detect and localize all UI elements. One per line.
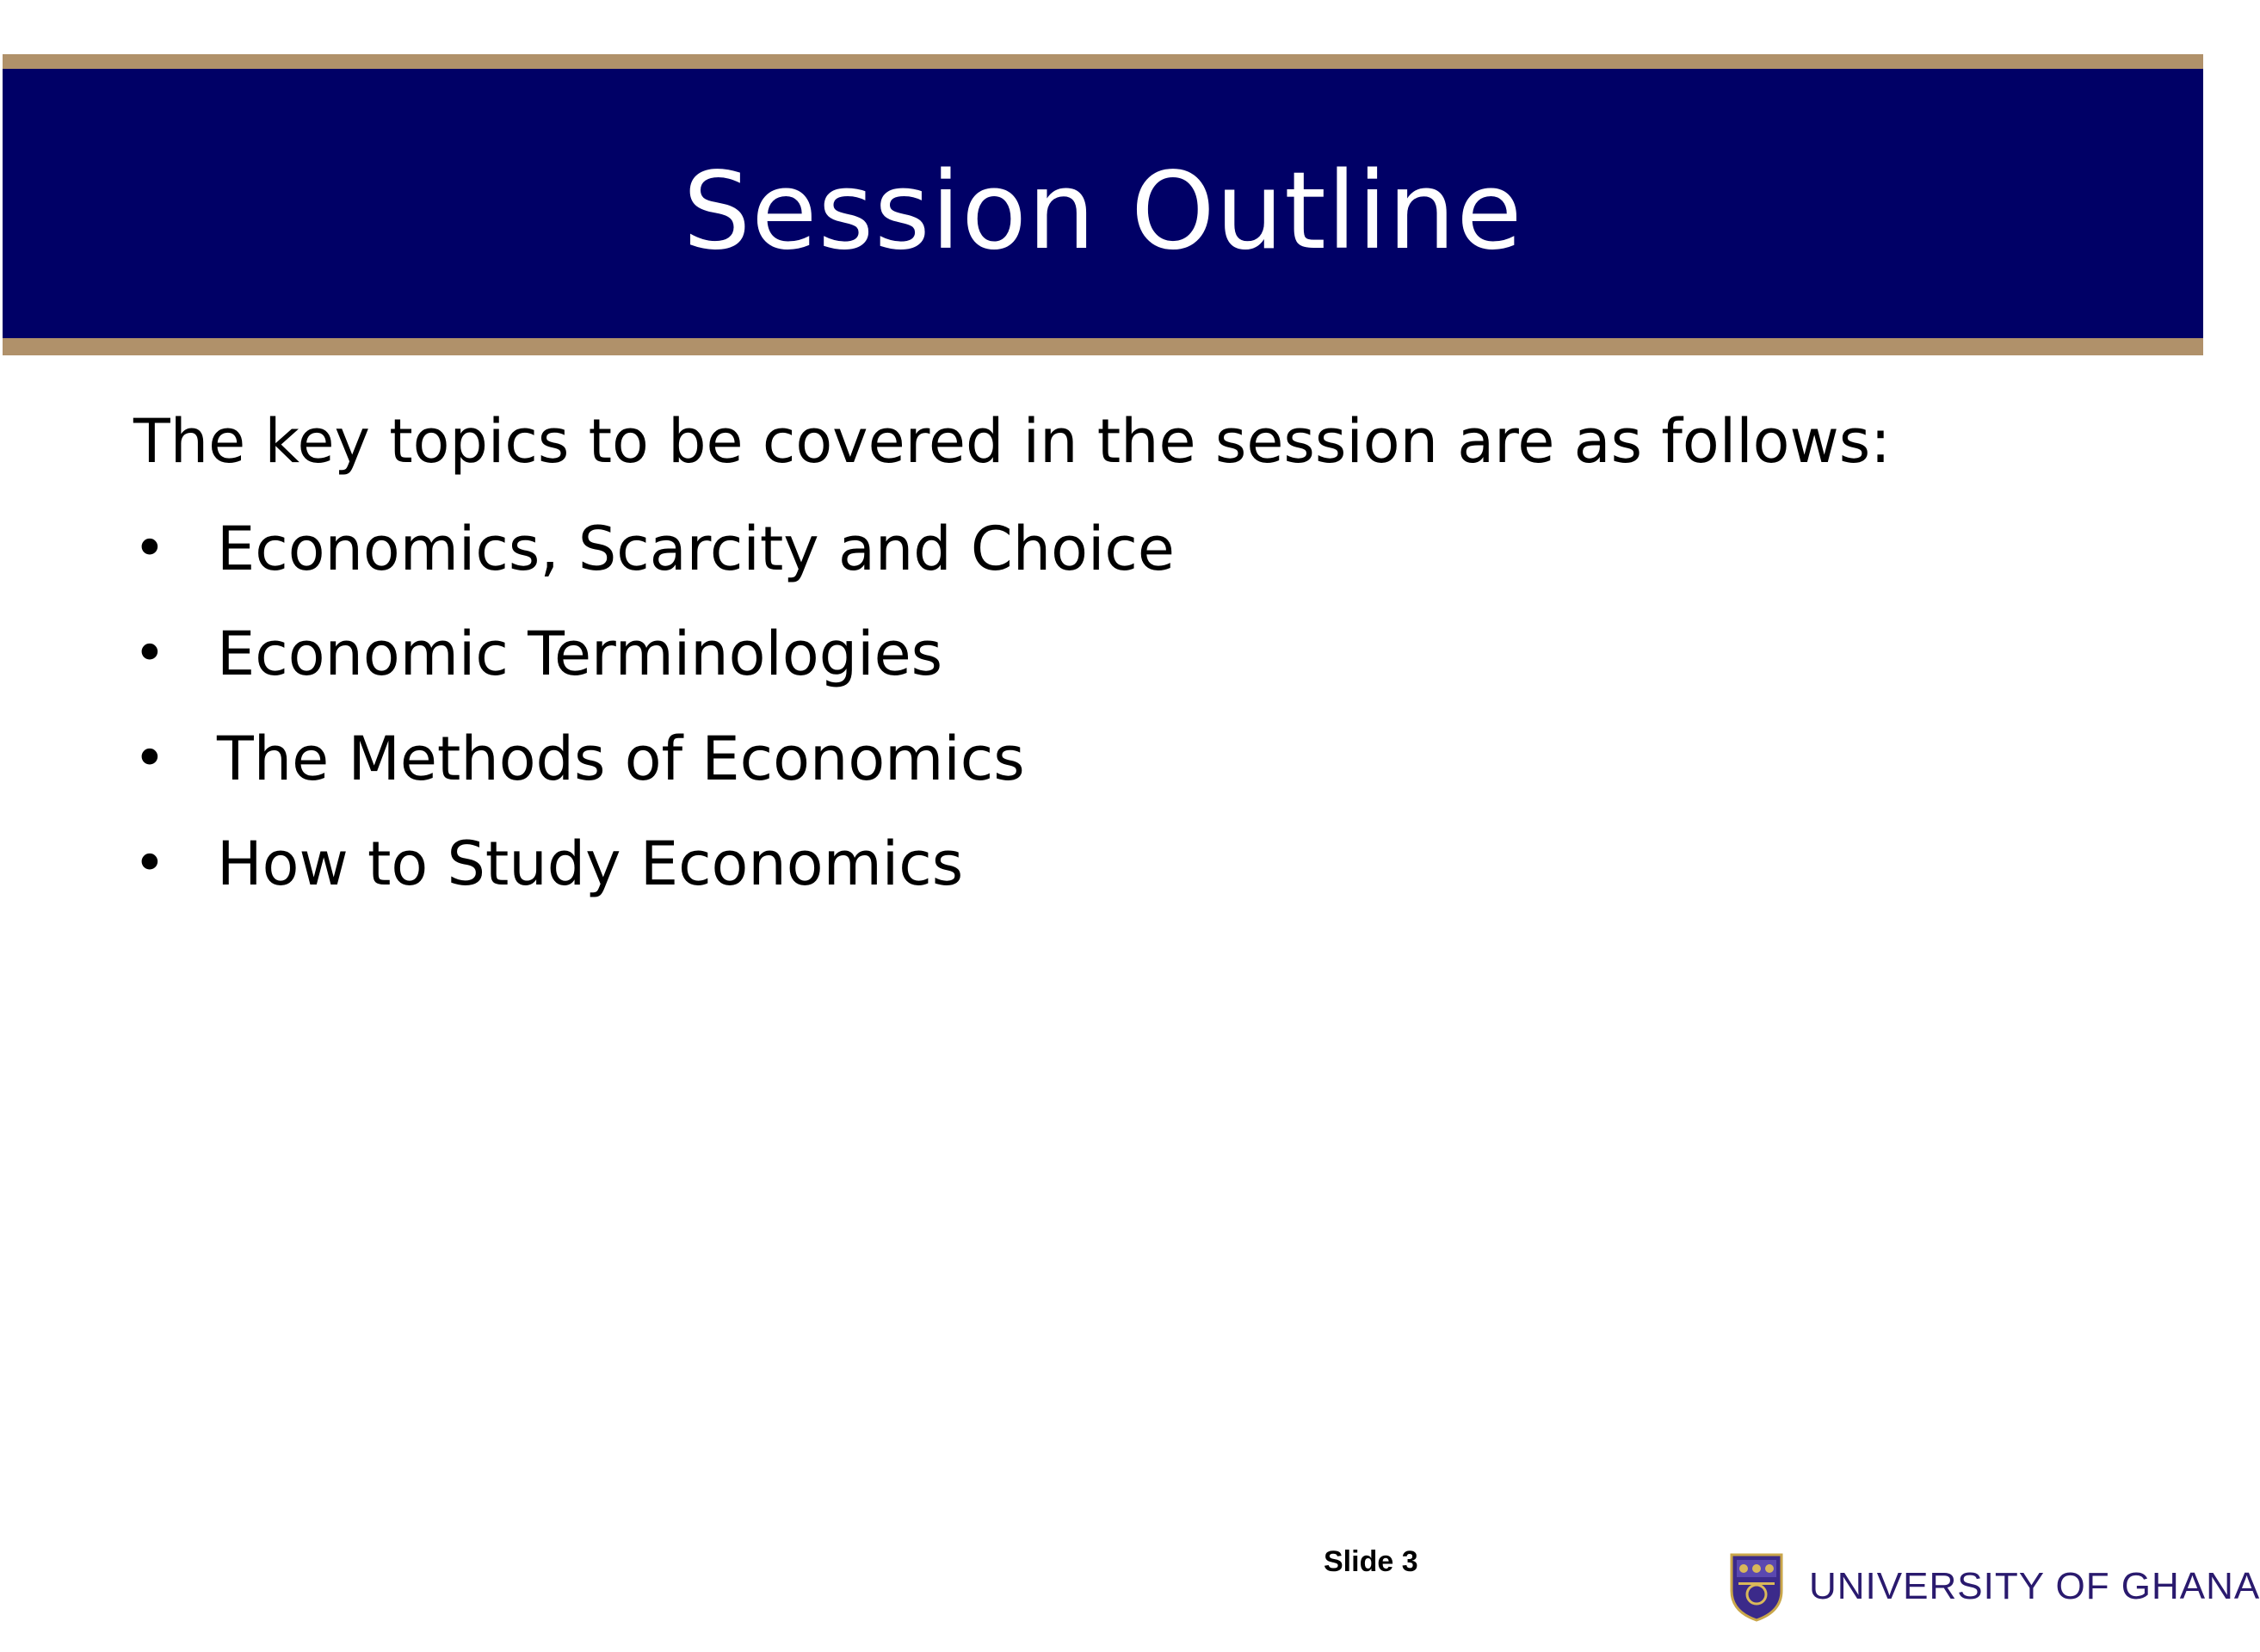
slide-content [133,391,2113,916]
bullet-icon: • [133,832,166,896]
topic-text: The Methods of Economics [217,724,1025,794]
bullet-icon: • [133,622,166,686]
topic-text: Economics, Scarcity and Choice [217,514,1175,584]
university-crest-icon [1728,1551,1785,1622]
topic-text: How to Study Economics [217,829,964,899]
university-name: UNIVERSITY OF GHANA [1809,1565,2260,1607]
topic-list [133,496,2113,916]
topic-text: Economic Terminologies [217,619,943,689]
list-item [133,811,2113,916]
bullet-icon: • [133,517,166,581]
university-logo [1728,1551,2260,1622]
title-bar [3,69,2203,338]
bullet-icon: • [133,727,166,791]
slide-number: Slide 3 [1324,1545,1418,1578]
intro-text: The key topics to be covered in the session are as follows: [133,406,1891,477]
list-item [133,601,2113,706]
slide-title: Session Outline [682,149,1523,274]
list-item [133,496,2113,601]
list-item [133,706,2113,811]
